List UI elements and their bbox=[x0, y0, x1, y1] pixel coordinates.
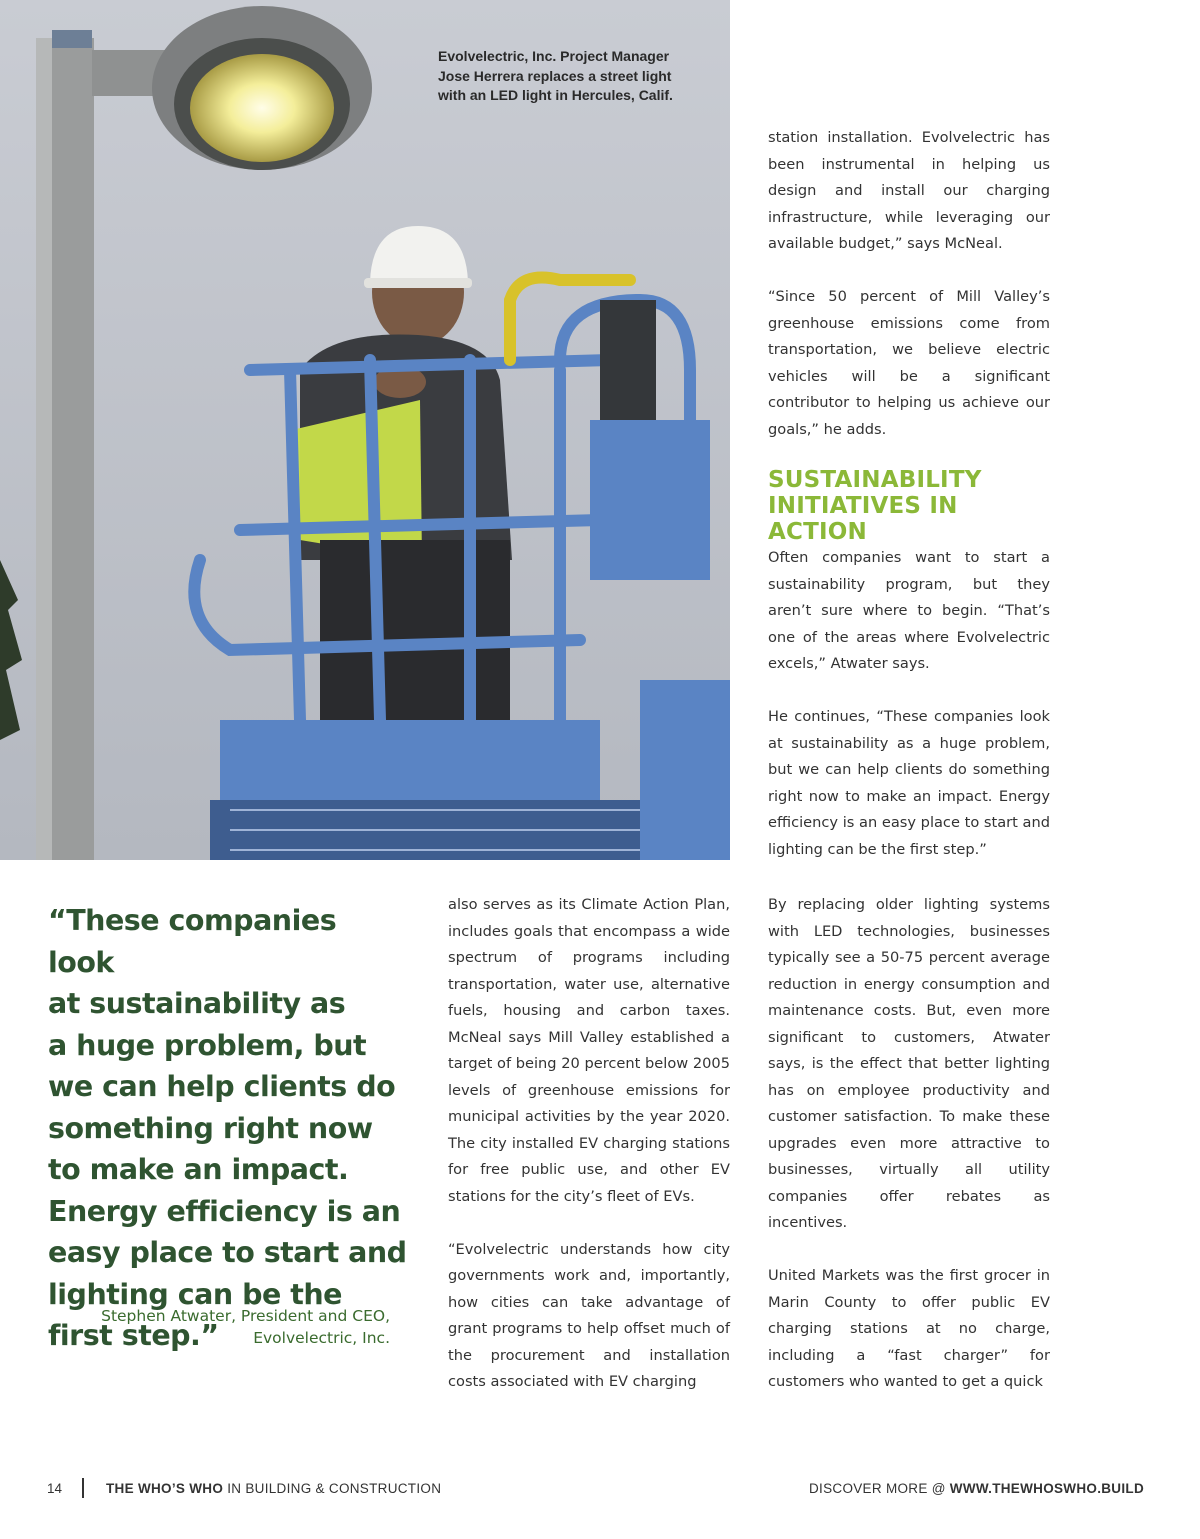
worker-in-lift-photo bbox=[0, 0, 730, 860]
pull-quote: “These companies look at sustainability as a huge problem, but we can help clients do something right now to make an impact. Energy efficiency is an easy place to start and lighting can be the first step.” bbox=[48, 904, 407, 1352]
website-link[interactable]: WWW.THEWHOSWHO.BUILD bbox=[949, 1481, 1144, 1496]
discover-prefix: DISCOVER MORE @ bbox=[809, 1481, 950, 1496]
right-column-bottom bbox=[768, 892, 1050, 1396]
discover-more bbox=[809, 1481, 1144, 1496]
body-paragraph: also serves as its Climate Action Plan, includes goals that encompass a wide spectrum of programs including transportation, water use, alternative fuels, housing and carbon taxes. McNeal says Mill Valley established a target of being 20 percent below 2005 levels of greenhouse emissions for municipal activities by the year 2020. The city installed EV charging stations for free public use, and other EV stations for the city’s fleet of EVs. bbox=[448, 896, 730, 1205]
photo-caption: Evolvelectric, Inc. Project Manager Jose Herrera replaces a street light with an LED light in Hercules, Calif. bbox=[438, 48, 673, 103]
body-paragraph: By replacing older lighting systems with LED technologies, businesses typically see a 50-75 percent average reduction in energy consumption and maintenance costs. But, even more significant to customers, Atwater says, is the effect that better lighting has on employee productivity and customer satisfaction. To make these upgrades even more attractive to businesses, virtually all utility companies offer rebates as incentives. bbox=[768, 896, 1050, 1231]
publication-name bbox=[106, 1481, 441, 1496]
quote-attribution: Stephen Atwater, President and CEO, Evolvelectric, Inc. bbox=[101, 1307, 390, 1347]
publication-name-rest: IN BUILDING & CONSTRUCTION bbox=[223, 1481, 442, 1496]
body-paragraph: “Evolvelectric understands how city governments work and, importantly, how cities can take advantage of grant programs to help offset much of the procurement and installation costs associated with EV charging bbox=[448, 1240, 730, 1390]
footer-divider bbox=[82, 1478, 84, 1498]
middle-column bbox=[448, 892, 730, 1396]
right-column-top bbox=[768, 125, 1050, 863]
body-paragraph: station installation. Evolvelectric has been instrumental in helping us design and install our charging infrastructure, while leveraging our available budget,” says McNeal. bbox=[768, 129, 1050, 252]
body-paragraph: Often companies want to start a sustainability program, but they aren’t sure where to begin. “That’s one of the areas where Evolvelectric excels,” Atwater says. bbox=[768, 549, 1050, 672]
publication-name-bold: THE WHO’S WHO bbox=[106, 1481, 224, 1496]
section-heading: SUSTAINABILITY INITIATIVES IN ACTION bbox=[768, 467, 982, 545]
body-paragraph: He continues, “These companies look at sustainability as a huge problem, but we can help clients do something right now to make an impact. Energy efficiency is an easy place to start and lighting can be the first step.” bbox=[768, 708, 1050, 858]
page-footer bbox=[0, 1478, 1200, 1498]
body-paragraph: “Since 50 percent of Mill Valley’s greenhouse emissions come from transportation, we believe electric vehicles will be a significant contributor to helping us achieve our goals,” he adds. bbox=[768, 288, 1050, 438]
body-paragraph: United Markets was the first grocer in Marin County to offer public EV charging stations at no charge, including a “fast charger” for customers who wanted to get a quick bbox=[768, 1267, 1050, 1390]
page-number: 14 bbox=[47, 1481, 63, 1496]
